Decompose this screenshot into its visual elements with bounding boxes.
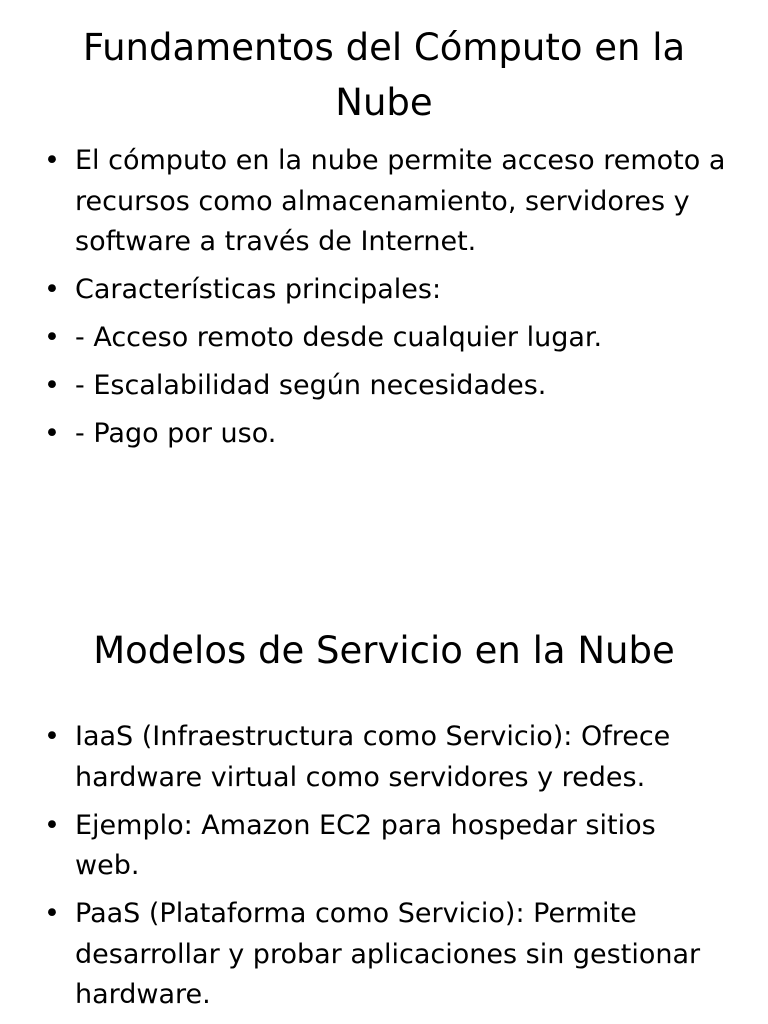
bullet-item bbox=[0, 366, 768, 407]
bullet-icon: • bbox=[44, 809, 60, 841]
bullet-item bbox=[0, 141, 768, 263]
bullet-item bbox=[0, 414, 768, 455]
bullet-text: - Acceso remoto desde cualquier lugar. bbox=[75, 322, 603, 353]
bullet-text: IaaS (Infraestructura como Servicio): Ofrece hardware virtual como servidores y redes. bbox=[75, 721, 671, 793]
bullet-list bbox=[0, 141, 768, 462]
bullet-text: - Pago por uso. bbox=[75, 418, 277, 449]
bullet-icon: • bbox=[44, 322, 60, 353]
bullet-text: Características principales: bbox=[75, 274, 442, 305]
bullet-text: - Escalabilidad según necesidades. bbox=[75, 370, 547, 401]
bullet-item bbox=[0, 270, 768, 311]
bullet-text: PaaS (Plataforma como Servicio): Permite desarrollar y probar aplicaciones sin gestionar hardware. bbox=[75, 898, 701, 1010]
bullet-item bbox=[0, 318, 768, 359]
bullet-icon: • bbox=[44, 274, 60, 305]
bullet-icon: • bbox=[44, 898, 60, 929]
slide-modelos-servicio bbox=[0, 512, 768, 1024]
bullet-text: Ejemplo: Amazon EC2 para hospedar sitios web. bbox=[75, 809, 656, 881]
bullet-icon: • bbox=[44, 145, 60, 176]
bullet-list bbox=[0, 717, 768, 1023]
bullet-icon: • bbox=[44, 370, 60, 401]
slide-title: Fundamentos del Cómputo en la Nube bbox=[82, 26, 686, 124]
bullet-item bbox=[0, 894, 768, 1016]
bullet-item bbox=[0, 806, 768, 887]
bullet-item bbox=[0, 717, 768, 798]
bullet-icon: • bbox=[44, 418, 60, 449]
bullet-text: El cómputo en la nube permite acceso remoto a recursos como almacenamiento, servidores y software a través de Internet. bbox=[75, 145, 726, 257]
slide-title: Modelos de Servicio en la Nube bbox=[93, 629, 675, 672]
bullet-icon: • bbox=[44, 721, 60, 752]
